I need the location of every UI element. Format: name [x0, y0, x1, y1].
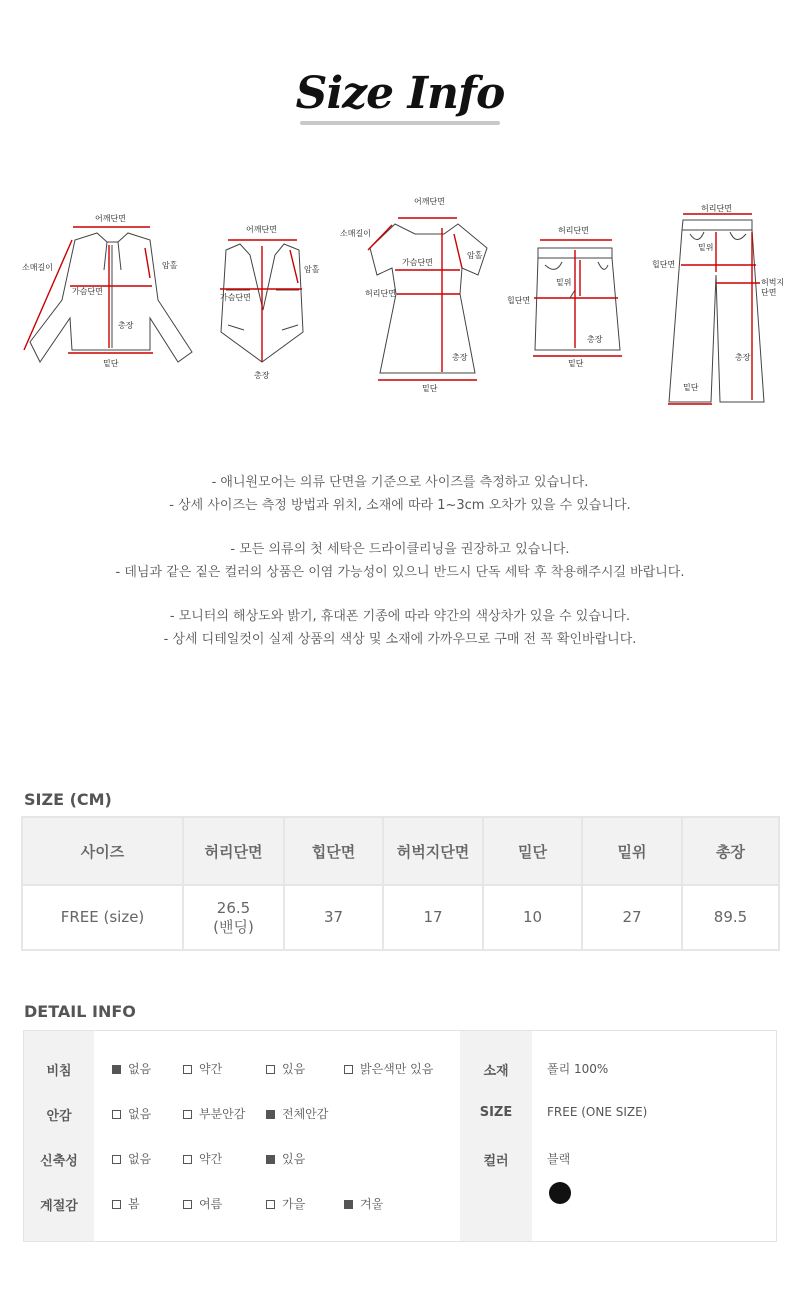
material-row [460, 1060, 776, 1080]
dress-sleeve-label: 소매길이 [340, 229, 371, 238]
dress-chest-label: 가슴단면 [402, 258, 433, 267]
skirt-hem-label: 밑단 [568, 359, 584, 368]
option-item [266, 1150, 305, 1167]
option-item [112, 1195, 140, 1212]
detail-row-label: 안감 [46, 1109, 72, 1124]
color-swatch [549, 1182, 571, 1204]
option-label: 부분안감 [199, 1107, 246, 1121]
option-label: 없음 [128, 1152, 152, 1166]
detail-row-label: 계절감 [40, 1199, 78, 1214]
option-item [112, 1060, 151, 1077]
jacket-chest-label: 가슴단면 [72, 287, 103, 296]
checkbox [183, 1065, 192, 1074]
jacket-shoulder-label: 어깨단면 [95, 214, 126, 223]
page-title [0, 68, 800, 119]
option-item [183, 1060, 222, 1077]
option-item [183, 1150, 222, 1167]
color-row [460, 1150, 776, 1170]
checkbox-checked [266, 1155, 275, 1164]
option-label: 봄 [128, 1197, 140, 1211]
checkbox [183, 1110, 192, 1119]
pants-rise-label: 밑위 [698, 243, 714, 252]
header-cell: 허리단면 [183, 817, 284, 885]
option-item [266, 1195, 305, 1212]
option-item [344, 1060, 433, 1077]
option-item [183, 1105, 245, 1122]
size-row [460, 1105, 776, 1125]
waist-note: (밴딩) [213, 917, 254, 936]
pants-thigh-label-2: 단면 [761, 288, 777, 297]
option-label: 여름 [199, 1197, 223, 1211]
skirt-rise-label: 밑위 [556, 278, 572, 287]
detail-row-label: 신축성 [40, 1154, 78, 1169]
material-value: 폴리 100% [547, 1062, 609, 1076]
option-item [112, 1105, 151, 1122]
waist-cell [183, 885, 284, 950]
vest-chest-label: 가슴단면 [220, 293, 251, 302]
vest-armhole-label: 암홀 [304, 265, 320, 274]
detail-row-sheerness [24, 1060, 460, 1080]
size-table [21, 816, 780, 951]
header-cell: 허벅지단면 [383, 817, 483, 885]
note-line: - 상세 사이즈는 측정 방법과 위치, 소재에 따라 1~3cm 오차가 있을 수 있습니다. [169, 497, 631, 513]
waist-value: 26.5 [216, 898, 251, 917]
jacket-sleeve-label: 소매길이 [22, 263, 53, 272]
header-cell: 총장 [682, 817, 779, 885]
color-label: 컬러 [483, 1154, 509, 1169]
dress-hem-label: 밑단 [422, 384, 438, 393]
option-item [266, 1105, 328, 1122]
care-notes [0, 472, 800, 651]
note-line: - 데님과 같은 짙은 컬러의 상품은 이염 가능성이 있으니 반드시 단독 세탁 후 착용해주시길 바랍니다. [115, 564, 685, 580]
checkbox-checked [344, 1200, 353, 1209]
detail-row-stretch [24, 1150, 460, 1170]
jacket-hem-label: 밑단 [103, 359, 119, 368]
jacket-diagram [30, 233, 192, 362]
checkbox [266, 1065, 275, 1074]
option-item [112, 1150, 151, 1167]
option-label: 약간 [199, 1062, 223, 1076]
dress-armhole-label: 암홀 [467, 251, 483, 260]
option-label: 없음 [128, 1107, 152, 1121]
checkbox-checked [112, 1065, 121, 1074]
dress-diagram [370, 224, 487, 373]
detail-section-title: DETAIL INFO [24, 1002, 136, 1021]
checkbox [183, 1155, 192, 1164]
option-label: 있음 [282, 1062, 306, 1076]
jacket-length-label: 총장 [118, 321, 134, 330]
size-table-header-row [22, 817, 779, 885]
option-label: 없음 [128, 1062, 152, 1076]
skirt-waist-label: 허리단면 [558, 226, 589, 235]
detail-row-season [24, 1195, 460, 1215]
size-label: SIZE [479, 1105, 513, 1120]
pants-waist-label: 허리단면 [701, 204, 732, 213]
option-item [344, 1195, 383, 1212]
option-label: 밝은색만 있음 [360, 1062, 434, 1076]
size-value: FREE (ONE SIZE) [547, 1105, 648, 1119]
checkbox [183, 1200, 192, 1209]
checkbox-checked [266, 1110, 275, 1119]
header-cell: 밑위 [582, 817, 682, 885]
checkbox [112, 1200, 121, 1209]
option-label: 가을 [282, 1197, 306, 1211]
hem-cell: 10 [483, 885, 582, 950]
pants-hip-label: 힙단면 [652, 260, 676, 269]
diagram-svg [0, 190, 800, 420]
jacket-armhole-label: 암홀 [162, 261, 178, 270]
title-underline [300, 121, 500, 125]
note-line: - 애니원모어는 의류 단면을 기준으로 사이즈를 측정하고 있습니다. [211, 475, 589, 490]
length-cell: 89.5 [682, 885, 779, 950]
option-label: 약간 [199, 1152, 223, 1166]
vest-shoulder-label: 어깨단면 [246, 225, 277, 234]
material-label: 소재 [483, 1064, 509, 1079]
dress-waist-label: 허리단면 [365, 289, 396, 298]
pants-thigh-label-1: 허벅지 [761, 278, 785, 287]
title-text: Size Info [295, 68, 505, 119]
skirt-length-label: 총장 [587, 335, 603, 344]
skirt-hip-label: 힙단면 [507, 296, 531, 305]
detail-row-lining [24, 1105, 460, 1125]
checkbox [112, 1110, 121, 1119]
pants-hem-label: 밑단 [683, 383, 699, 392]
option-label: 겨울 [360, 1197, 384, 1211]
dress-length-label: 총장 [452, 353, 468, 362]
hip-cell: 37 [284, 885, 383, 950]
detail-row-label: 비침 [46, 1064, 72, 1079]
option-item [183, 1195, 222, 1212]
header-cell: 사이즈 [22, 817, 183, 885]
detail-info-panel [23, 1030, 777, 1242]
checkbox [266, 1200, 275, 1209]
note-line: - 모든 의류의 첫 세탁은 드라이클리닝을 권장하고 있습니다. [230, 542, 570, 557]
measurement-diagrams [0, 190, 800, 420]
color-value: 블랙 [547, 1152, 571, 1166]
option-label: 있음 [282, 1152, 306, 1166]
header-cell: 힙단면 [284, 817, 383, 885]
checkbox [112, 1155, 121, 1164]
option-item [266, 1060, 305, 1077]
note-line: - 상세 디테일컷이 실제 상품의 색상 및 소재에 가까우므로 구매 전 꼭 확인바랍니다. [163, 631, 637, 647]
size-section-title: SIZE (CM) [24, 790, 112, 809]
option-label: 전체안감 [282, 1107, 329, 1121]
checkbox [344, 1065, 353, 1074]
note-line: - 모니터의 해상도와 밝기, 휴대폰 기종에 따라 약간의 색상차가 있을 수 있습니다. [169, 609, 631, 624]
rise-cell: 27 [582, 885, 682, 950]
dress-shoulder-label: 어깨단면 [414, 197, 445, 206]
table-row [22, 885, 779, 950]
thigh-cell: 17 [383, 885, 483, 950]
header-cell: 밑단 [483, 817, 582, 885]
size-cell: FREE (size) [22, 885, 183, 950]
vest-length-label: 총장 [254, 371, 270, 380]
pants-length-label: 총장 [735, 353, 751, 362]
skirt-diagram [535, 248, 620, 350]
